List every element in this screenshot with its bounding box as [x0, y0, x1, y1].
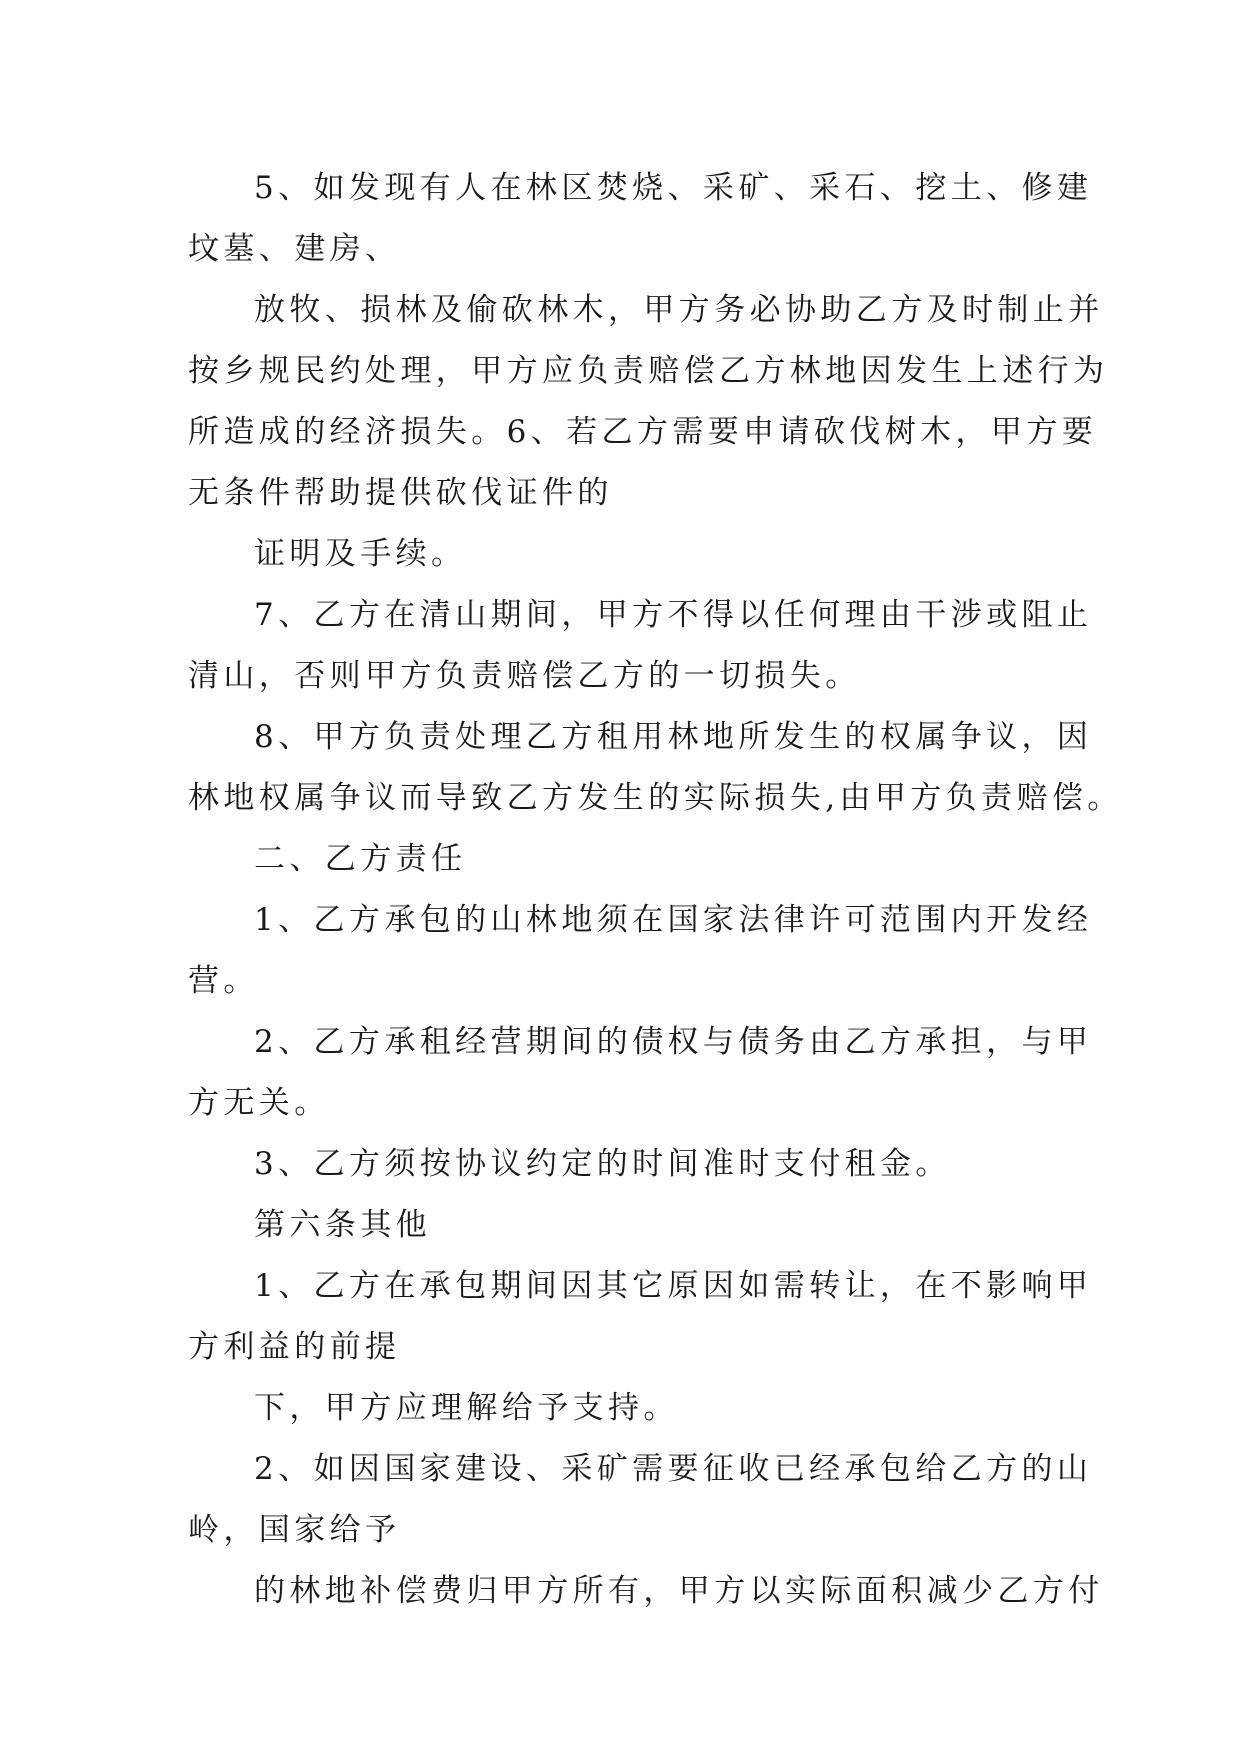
text-line: 的林地补偿费归甲方所有，甲方以实际面积减少乙方付	[254, 1573, 1104, 1609]
text-line: 证明及手续。	[254, 536, 467, 572]
text-line: 5、如发现有人在林区焚烧、采矿、采石、挖土、修建	[254, 170, 1093, 206]
text-line: 1、乙方承包的山林地须在国家法律许可范围内开发经	[254, 902, 1093, 938]
text-line: 营。	[188, 963, 259, 999]
text-line: 8、甲方负责处理乙方租用林地所发生的权属争议，因	[254, 719, 1093, 755]
text-line: 清山，否则甲方负责赔偿乙方的一切损失。	[188, 658, 861, 694]
text-line: 3、乙方须按协议约定的时间准时支付租金。	[254, 1146, 951, 1182]
text-line: 岭，国家给予	[188, 1512, 401, 1548]
text-line: 二、乙方责任	[254, 841, 467, 877]
text-line: 第六条其他	[254, 1207, 431, 1243]
text-line: 放牧、损林及偷砍林木，甲方务必协助乙方及时制止并	[254, 292, 1104, 328]
text-line: 2、如因国家建设、采矿需要征收已经承包给乙方的山	[254, 1451, 1093, 1487]
text-line: 坟墓、建房、	[188, 231, 401, 267]
text-line: 方利益的前提	[188, 1329, 401, 1365]
text-line: 所造成的经济损失。6、若乙方需要申请砍伐树木，甲方要	[188, 414, 1098, 450]
text-line: 林地权属争议而导致乙方发生的实际损失,由甲方负责赔偿。	[188, 780, 1123, 816]
text-line: 下，甲方应理解给予支持。	[254, 1390, 679, 1426]
text-line: 1、乙方在承包期间因其它原因如需转让，在不影响甲	[254, 1268, 1093, 1304]
text-line: 2、乙方承租经营期间的债权与债务由乙方承担，与甲	[254, 1024, 1093, 1060]
text-line: 方无关。	[188, 1085, 330, 1121]
text-line: 7、乙方在清山期间，甲方不得以任何理由干涉或阻止	[254, 597, 1093, 633]
text-line: 按乡规民约处理，甲方应负责赔偿乙方林地因发生上述行为	[188, 353, 1109, 389]
document-body	[188, 158, 1123, 1622]
text-line: 无条件帮助提供砍伐证件的	[188, 475, 613, 511]
